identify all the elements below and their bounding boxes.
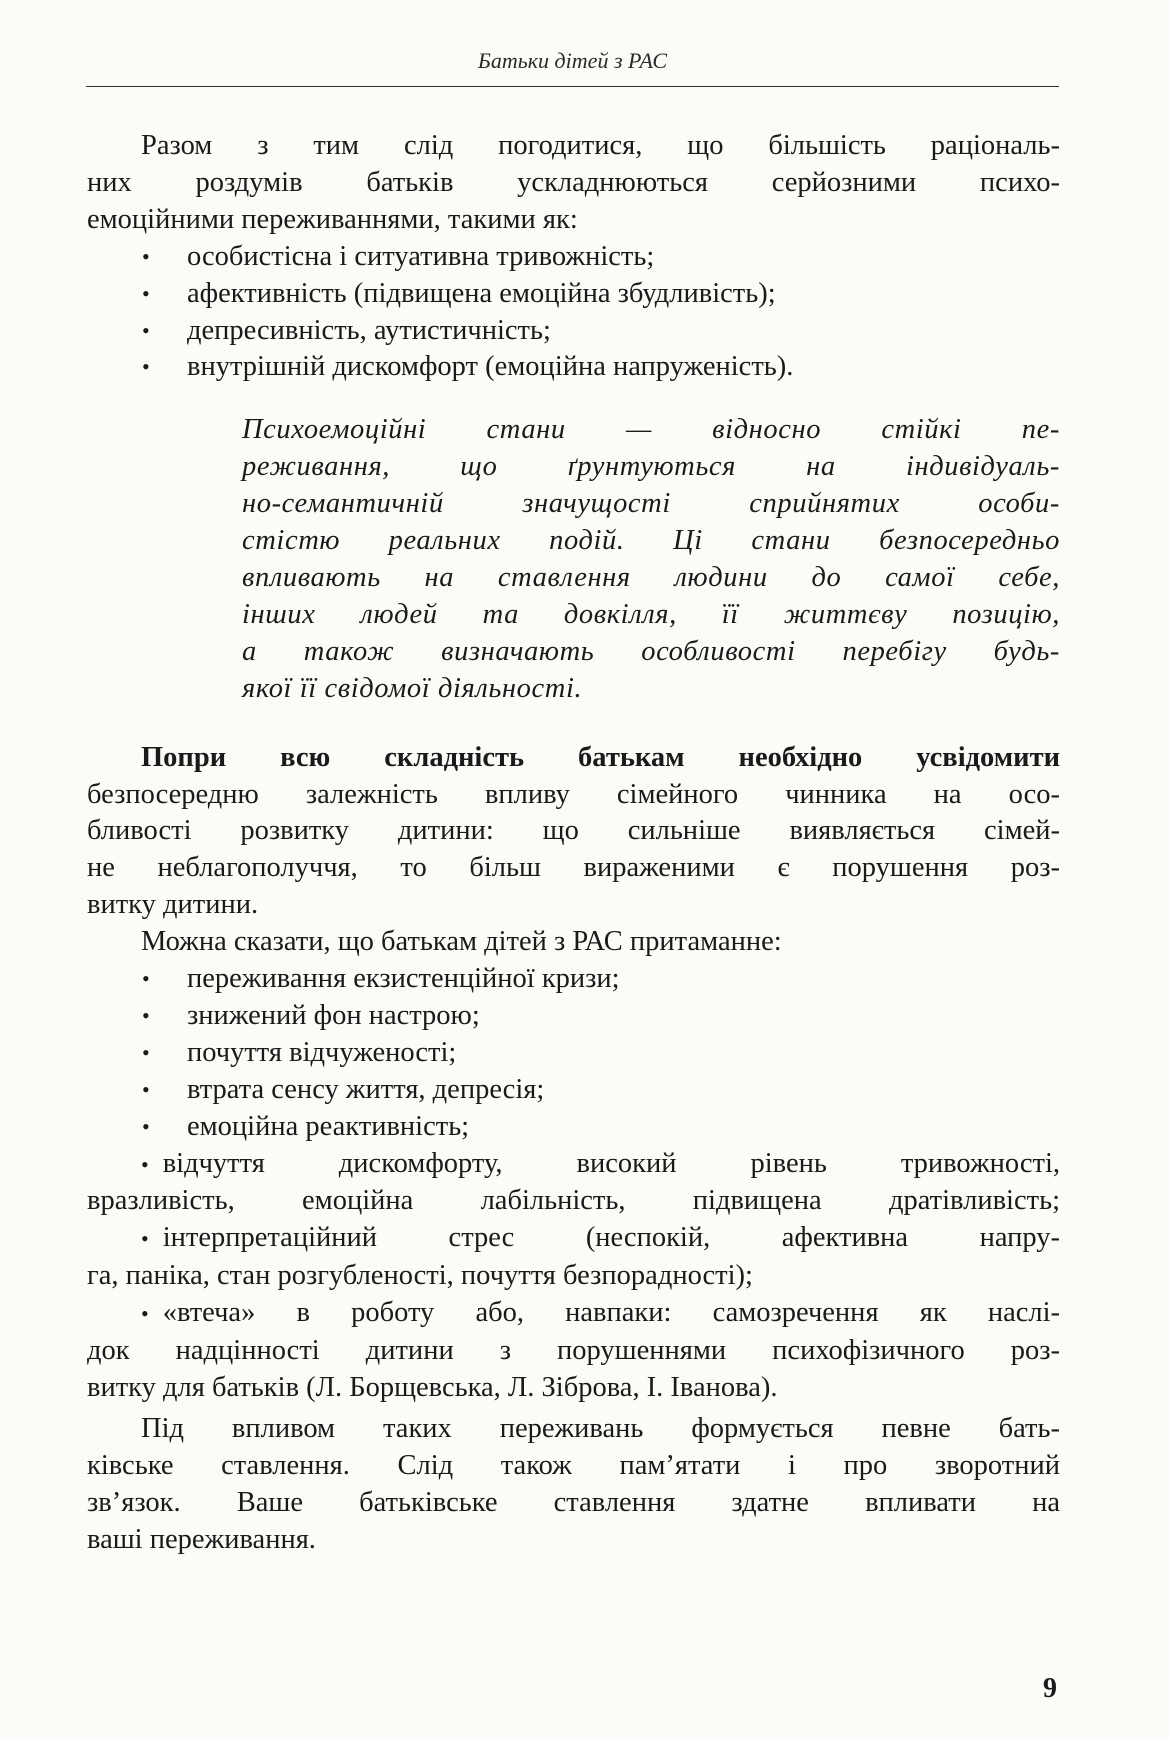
list-item-wrapped: • інтерпретаційний стрес (неспокій, афективна напру- га, паніка, стан розгубленості, почуття безпорадності); — [87, 1222, 1060, 1292]
text-line: Разом з тим слід погодитися, що більшість раціональ- — [141, 130, 1060, 161]
bold-lead-line: Попри всю складність батькам необхідно усвідомити — [141, 741, 1060, 773]
list-item: • внутрішній дискомфорт (емоційна напруженість). — [87, 349, 1060, 386]
text-line: не неблагополуччя, то більш вираженими є порушення роз- — [87, 852, 1060, 884]
text-line: них роздумів батьків ускладнюються серйозними психо- — [87, 166, 1060, 198]
bullet-icon: • — [142, 280, 150, 306]
definition-quote — [242, 412, 1060, 707]
paragraph-4 — [87, 1411, 1060, 1559]
bullet-icon: • — [142, 1113, 150, 1139]
quote-line: а також визначають особливості перебігу будь- — [242, 635, 1060, 667]
page-body — [87, 128, 1060, 1559]
quote-line: Психоемоційні стани — відносно стійкі пе- — [242, 414, 1060, 446]
bullet-icon: • — [141, 1301, 149, 1327]
text-line: ваші переживання. — [87, 1523, 316, 1555]
bullet-icon: • — [142, 243, 150, 269]
quote-line: якої її свідомої діяльності. — [242, 672, 583, 704]
page-number: 9 — [1043, 1673, 1057, 1704]
bullet-icon: • — [142, 1002, 150, 1028]
text-line: ківське ставлення. Слід також пам’ятати і про зворотний — [87, 1449, 1060, 1481]
list-item: • знижений фон настрою; — [87, 998, 1060, 1035]
paragraph-2 — [87, 740, 1060, 925]
list-item: • емоційна реактивність; — [87, 1109, 1060, 1146]
text-line: емоційними переживаннями, такими як: — [87, 203, 578, 235]
paragraph-3: Можна сказати, що батькам дітей з РАС притаманне: — [141, 926, 782, 958]
list-item: • депресивність, аутистичність; — [87, 313, 1060, 350]
quote-line: впливають на ставлення людини до самої себе, — [242, 561, 1060, 593]
text-line: безпосередню залежність впливу сімейного чинника на осо- — [87, 778, 1060, 810]
bullet-list-2 — [87, 961, 1060, 1407]
list-item-wrapped: • «втеча» в роботу або, навпаки: самозречення як наслі- док надцінності дитини з порушеннями психофізичного роз- витку для батьків (Л. Борщевська, Л. Зіброва, І. Іванова). — [87, 1297, 1060, 1403]
running-title: Батьки дітей з РАС — [477, 48, 668, 73]
text-line: зв’язок. Ваше батьківське ставлення здатне впливати на — [87, 1486, 1060, 1518]
text-line: бливості розвитку дитини: що сильніше виявляється сімей- — [87, 815, 1060, 847]
bullet-icon: • — [142, 1076, 150, 1102]
text-line: Під впливом таких переживань формується певне бать- — [141, 1412, 1060, 1444]
list-item: • втрата сенсу життя, депресія; — [87, 1072, 1060, 1109]
quote-line: інших людей та довкілля, її життєву позицію, — [242, 598, 1060, 630]
list-item: • почуття відчуженості; — [87, 1035, 1060, 1072]
bullet-icon: • — [142, 354, 150, 380]
quote-line: стістю реальних подій. Ці стани безпосередньо — [242, 525, 1060, 557]
bullet-icon: • — [141, 1151, 149, 1177]
list-item: • особистісна і ситуативна тривожність; — [87, 239, 1060, 276]
list-item: • переживання екзистенційної кризи; — [87, 961, 1060, 998]
list-item-wrapped: • відчуття дискомфорту, високий рівень тривожності, вразливість, емоційна лабільність, підвищена дратівливість; — [87, 1147, 1060, 1217]
quote-line: реживання, що ґрунтуються на індивідуаль- — [242, 451, 1060, 483]
bullet-icon: • — [142, 317, 150, 343]
quote-line: но-семантичній значущості сприйнятих особи- — [242, 488, 1060, 520]
bullet-icon: • — [142, 1039, 150, 1065]
text-line: витку дитини. — [87, 889, 259, 921]
bullet-list-1 — [87, 239, 1060, 387]
list-item: • афективність (підвищена емоційна збудливість); — [87, 276, 1060, 313]
bullet-icon: • — [142, 966, 150, 992]
running-header — [86, 48, 1059, 87]
bullet-icon: • — [141, 1226, 149, 1252]
intro-paragraph — [87, 128, 1060, 239]
